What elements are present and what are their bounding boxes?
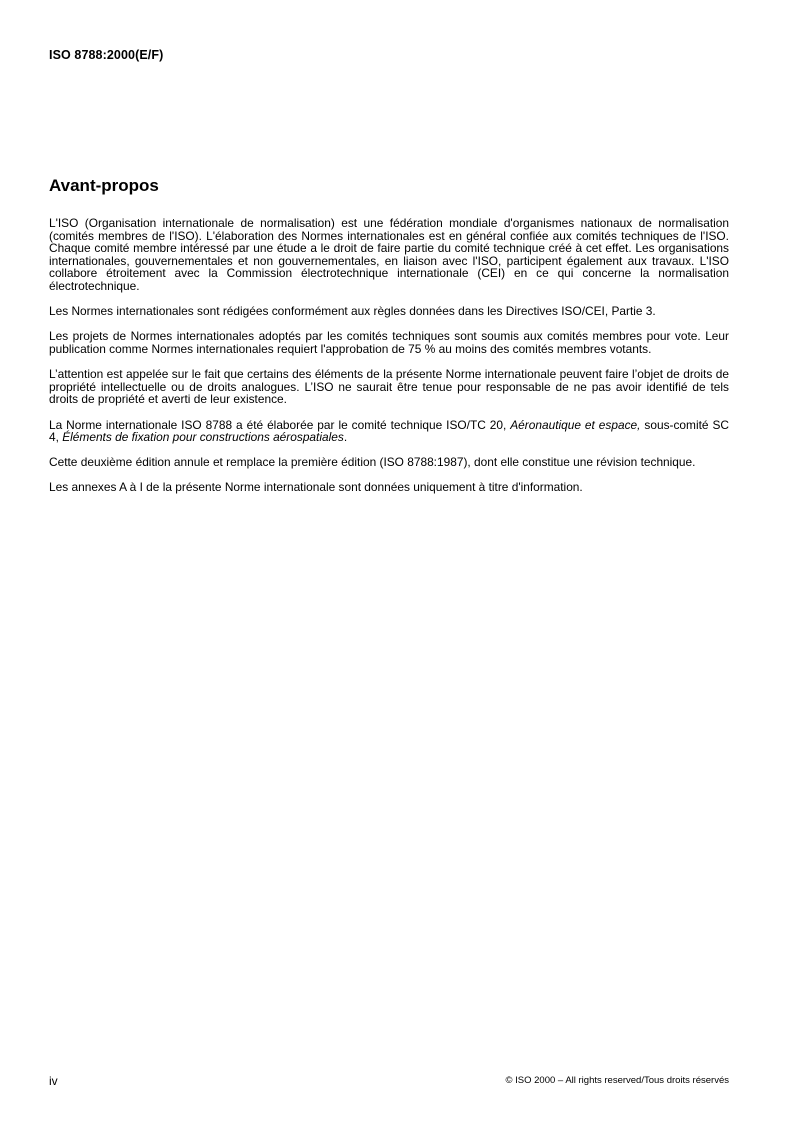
committee-text-3: . <box>343 430 348 445</box>
paragraph-edition: Cette deuxième édition annule et remplace la première édition (ISO 8788:1987), dont elle constitue une révision technique. <box>49 455 696 470</box>
page-number: iv <box>49 1074 58 1088</box>
copyright-notice: © ISO 2000 – All rights reserved/Tous droits réservés <box>505 1075 729 1086</box>
committee-name: Aéronautique et espace, <box>510 417 641 432</box>
foreword-body <box>49 217 729 507</box>
paragraph-iso-organisation: L'ISO (Organisation internationale de normalisation) est une fédération mondiale d'organismes nationaux de normalisation (comités membres de l'ISO). L'élaboration des Normes internationales est en général confiée aux comités techniques de l'ISO. Chaque comité membre intéressé par une étude a le droit de faire partie du comité technique créé à cet effet. Les organisations internationales, gouvernementales et non gouvernementales, en liaison avec l'ISO, participent également aux travaux. L'ISO collabore étroitement avec la Commission électrotechnique internationale (CEI) en ce qui concerne la normalisation électrotechnique. <box>49 216 729 293</box>
paragraph-committee <box>49 419 729 444</box>
paragraph-drafting-rules: Les Normes internationales sont rédigées conformément aux règles données dans les Directives ISO/CEI, Partie 3. <box>49 304 656 319</box>
document-reference: ISO 8788:2000(E/F) <box>49 48 164 62</box>
paragraph-voting: Les projets de Normes internationales adoptés par les comités techniques sont soumis aux comités membres pour vote. Leur publication comme Normes internationales requiert l'approbation de 75 % au moins des comités membres votants. <box>49 329 729 356</box>
paragraph-patent-rights: L’attention est appelée sur le fait que certains des éléments de la présente Norme internationale peuvent faire l’objet de droits de propriété intellectuelle ou de droits analogues. L’ISO ne saurait être tenue pour responsable de ne pas avoir identifié de tels droits de propriété et averti de leur existence. <box>49 367 729 407</box>
paragraph-annexes: Les annexes A à I de la présente Norme internationale sont données uniquement à titre d'information. <box>49 480 583 495</box>
subcommittee-name: Éléments de fixation pour constructions aérospatiales <box>62 430 344 445</box>
section-title: Avant-propos <box>49 176 159 195</box>
committee-text-1: La Norme internationale ISO 8788 a été élaborée par le comité technique ISO/TC 20, <box>49 417 511 432</box>
committee-text-2: sous-comité SC 4, <box>49 417 729 445</box>
